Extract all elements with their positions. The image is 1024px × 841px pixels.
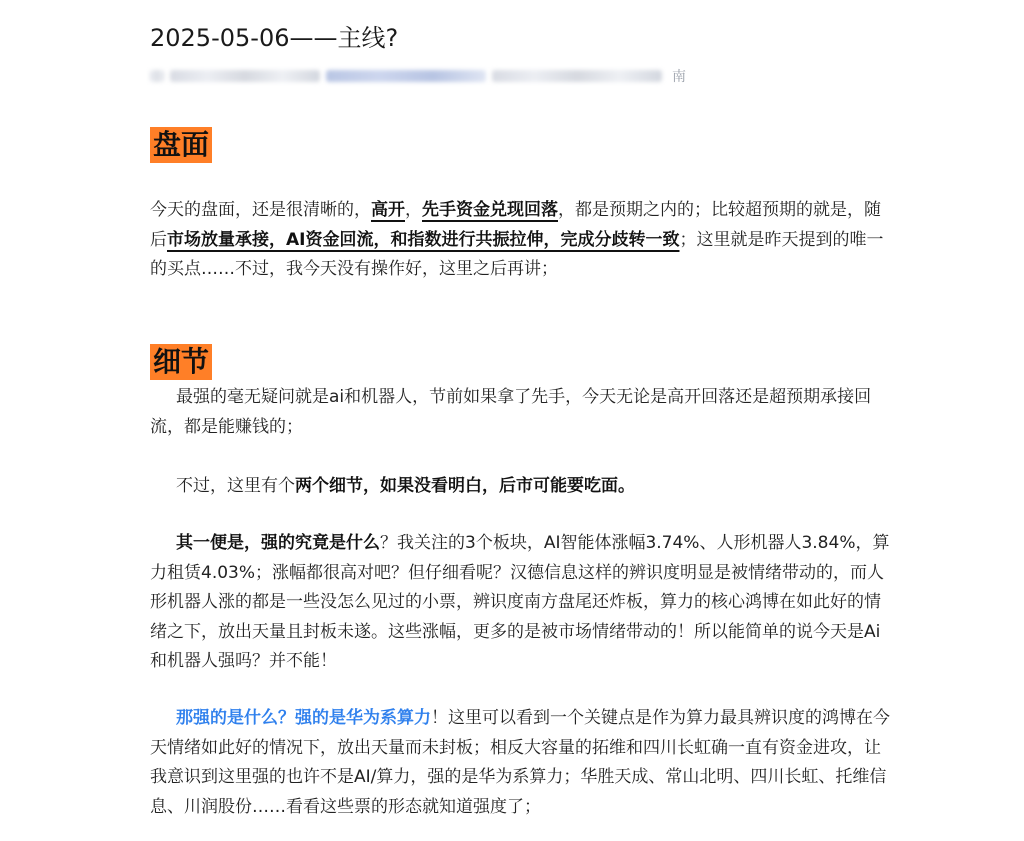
emphasis-text: 市场放量承接，AI资金回流，和指数进行共振拉伸，完成分歧转一致 (167, 229, 680, 250)
emphasis-text: 两个细节，如果没看明白，后市可能要吃面。 (295, 476, 635, 496)
blurred-text (326, 70, 486, 82)
paragraph-panmian (150, 196, 895, 285)
blurred-text (170, 70, 320, 82)
text: ；这里就是昨天提到的唯一的买点……不过，我今天没有操作好，这里之后再讲； (150, 229, 884, 279)
text: ！这里可以看到一个关键点是作为算力最具辨识度的鸿博在今天情绪如此好的情况下，放出天量而未封板；相反大容量的拓维和四川长虹确一直有资金进攻，让我意识到这里强的也许不是AI/算力，强的是华为系算力；华胜天成、常山北明、四川长虹、托维信息、川润股份……看看这些票的形态就知道强度了； (150, 708, 890, 817)
text: 今天的盘面，还是很清晰的， (150, 200, 371, 220)
paragraph-xijie-3 (150, 529, 895, 677)
page-title: 2025-05-06——主线? (150, 24, 399, 52)
blurred-text (492, 70, 662, 82)
text: 不过，这里有个 (176, 476, 295, 496)
highlight-text: 那强的是什么？强的是华为系算力 (176, 708, 431, 728)
paragraph-xijie-1: 最强的毫无疑问就是ai和机器人，节前如果拿了先手，今天无论是高开回落还是超预期承接回流，都是能赚钱的； (150, 387, 872, 437)
blurred-text (150, 70, 164, 82)
emphasis-text: 其一便是，强的究竟是什么 (176, 533, 380, 553)
text: ？我关注的3个板块，AI智能体涨幅3.74%、人形机器人3.84%，算力租赁4.03%；涨幅都很高对吧？但仔细看呢？汉德信息这样的辨识度明显是被情绪带动的，而人形机器人涨的都是一些没怎么见过的小票，辨识度南方盘尾还炸板，算力的核心鸿博在如此好的情绪之下，放出天量且封板未遂。这些涨幅，更多的是被市场情绪带动的！所以能简单的说今天是Ai和机器人强吗？并不能！ (150, 533, 890, 671)
emphasis-text: 高开 (371, 200, 405, 220)
text: ， (405, 200, 422, 220)
paragraph-xijie-4 (150, 704, 895, 822)
emphasis-text: 先手资金兑现回落 (422, 200, 558, 220)
paragraph-xijie-2 (150, 472, 895, 502)
section-heading-panmian: 盘面 (150, 127, 212, 163)
meta-tail: 南 (672, 69, 686, 85)
text: ，都是预期之内的；比较超预期的就是，随后 (150, 200, 881, 250)
section-heading-xijie: 细节 (150, 344, 212, 380)
author-meta-blurred (150, 66, 702, 86)
